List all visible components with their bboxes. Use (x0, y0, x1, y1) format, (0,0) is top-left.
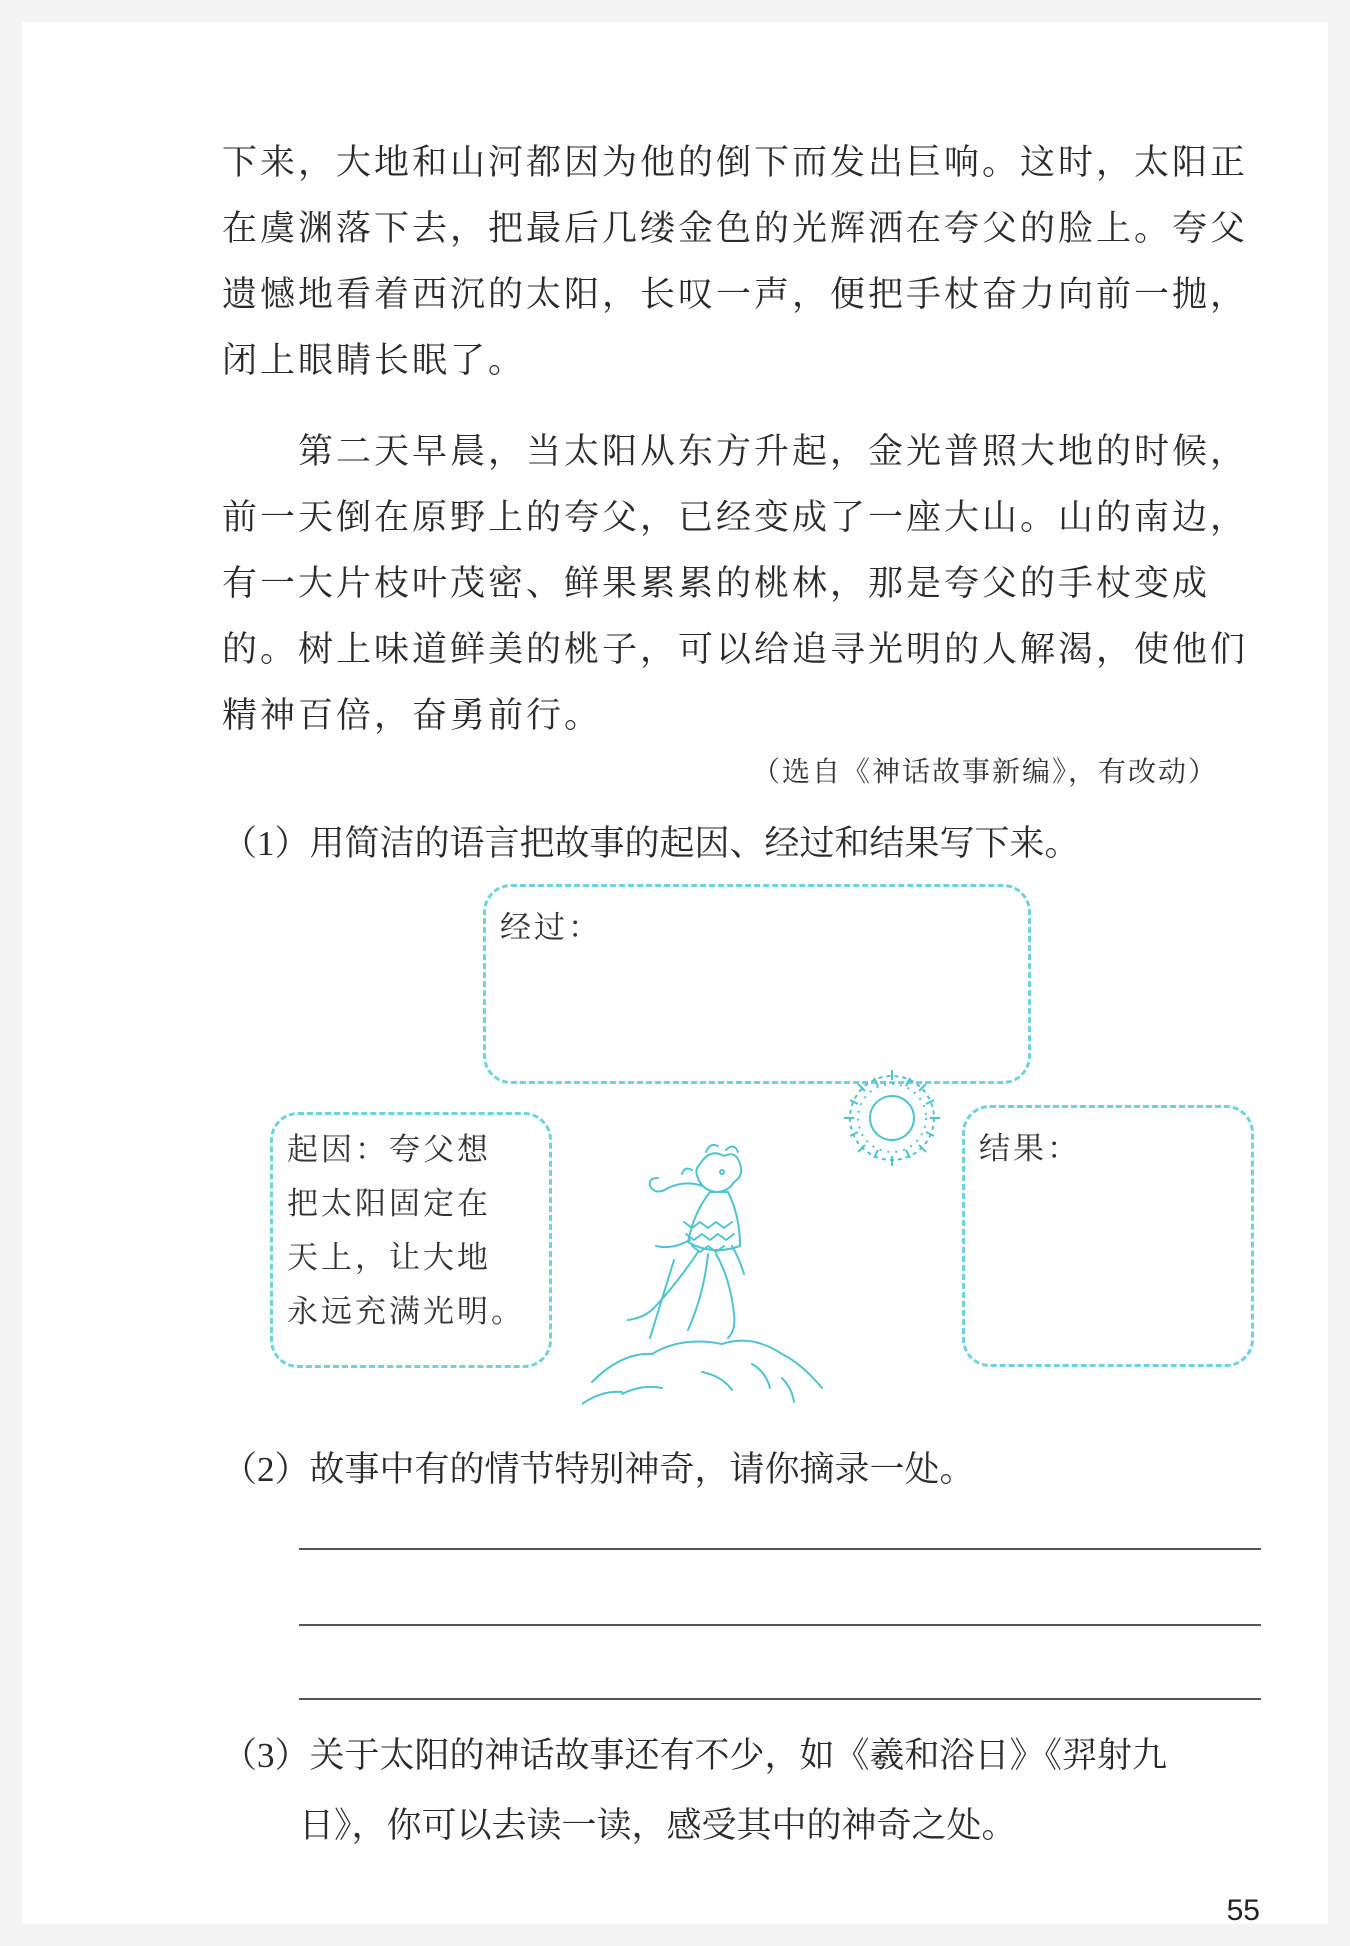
passage-line: 在虞渊落下去，把最后几缕金色的光辉洒在夸父的脸上。夸父 (222, 209, 1249, 249)
answer-line-1[interactable] (299, 1548, 1261, 1550)
page-number: 55 (1226, 1894, 1260, 1927)
cause-text (287, 1123, 525, 1339)
passage-line: 闭上眼睛长眠了。 (222, 341, 527, 381)
process-answer-box[interactable] (483, 884, 1031, 1084)
passage-line: 有一大片枝叶茂密、鲜果累累的桃林，那是夸父的手杖变成 (222, 564, 1211, 604)
result-label: 结果： (979, 1131, 1081, 1167)
cause-line: 永远充满光明。 (287, 1294, 525, 1330)
cause-box (270, 1112, 552, 1368)
cause-line: 天上，让大地 (287, 1240, 491, 1276)
source-citation: （选自《神话故事新编》，有改动） (751, 755, 1218, 788)
question-2: （2）故事中有的情节特别神奇，请你摘录一处。 (222, 1450, 975, 1489)
passage-line: 遗憾地看着西沉的太阳，长叹一声，便把手杖奋力向前一抛， (222, 275, 1249, 315)
cause-line: 把太阳固定在 (287, 1186, 491, 1222)
kuafu-illustration-icon (582, 1142, 842, 1412)
textbook-page (22, 22, 1328, 1927)
cause-line: 起因：夸父想 (287, 1132, 491, 1168)
sun-icon (832, 1060, 952, 1178)
passage-line: 的。树上味道鲜美的桃子，可以给追寻光明的人解渴，使他们 (222, 630, 1249, 670)
question-1: （1）用简洁的语言把故事的起因、经过和结果写下来。 (222, 824, 1080, 863)
process-label: 经过： (500, 910, 602, 946)
result-answer-box[interactable] (962, 1105, 1254, 1367)
answer-line-3[interactable] (299, 1698, 1261, 1700)
passage-paragraph-2 (222, 419, 1262, 749)
answer-line-2[interactable] (299, 1624, 1261, 1626)
passage-line: 前一天倒在原野上的夸父，已经变成了一座大山。山的南边， (222, 498, 1249, 538)
passage-paragraph-1 (222, 130, 1262, 394)
passage-line: 下来，大地和山河都因为他的倒下而发出巨响。这时，太阳正 (222, 143, 1249, 183)
passage-line: 第二天早晨，当太阳从东方升起，金光普照大地的时候， (222, 432, 1249, 472)
question-3: （3）关于太阳的神话故事还有不少，如《羲和浴日》《羿射九 (222, 1736, 1168, 1775)
passage-line: 精神百倍，奋勇前行。 (222, 696, 603, 736)
question-3-continuation: 日》，你可以去读一读，感受其中的神奇之处。 (299, 1806, 1017, 1845)
